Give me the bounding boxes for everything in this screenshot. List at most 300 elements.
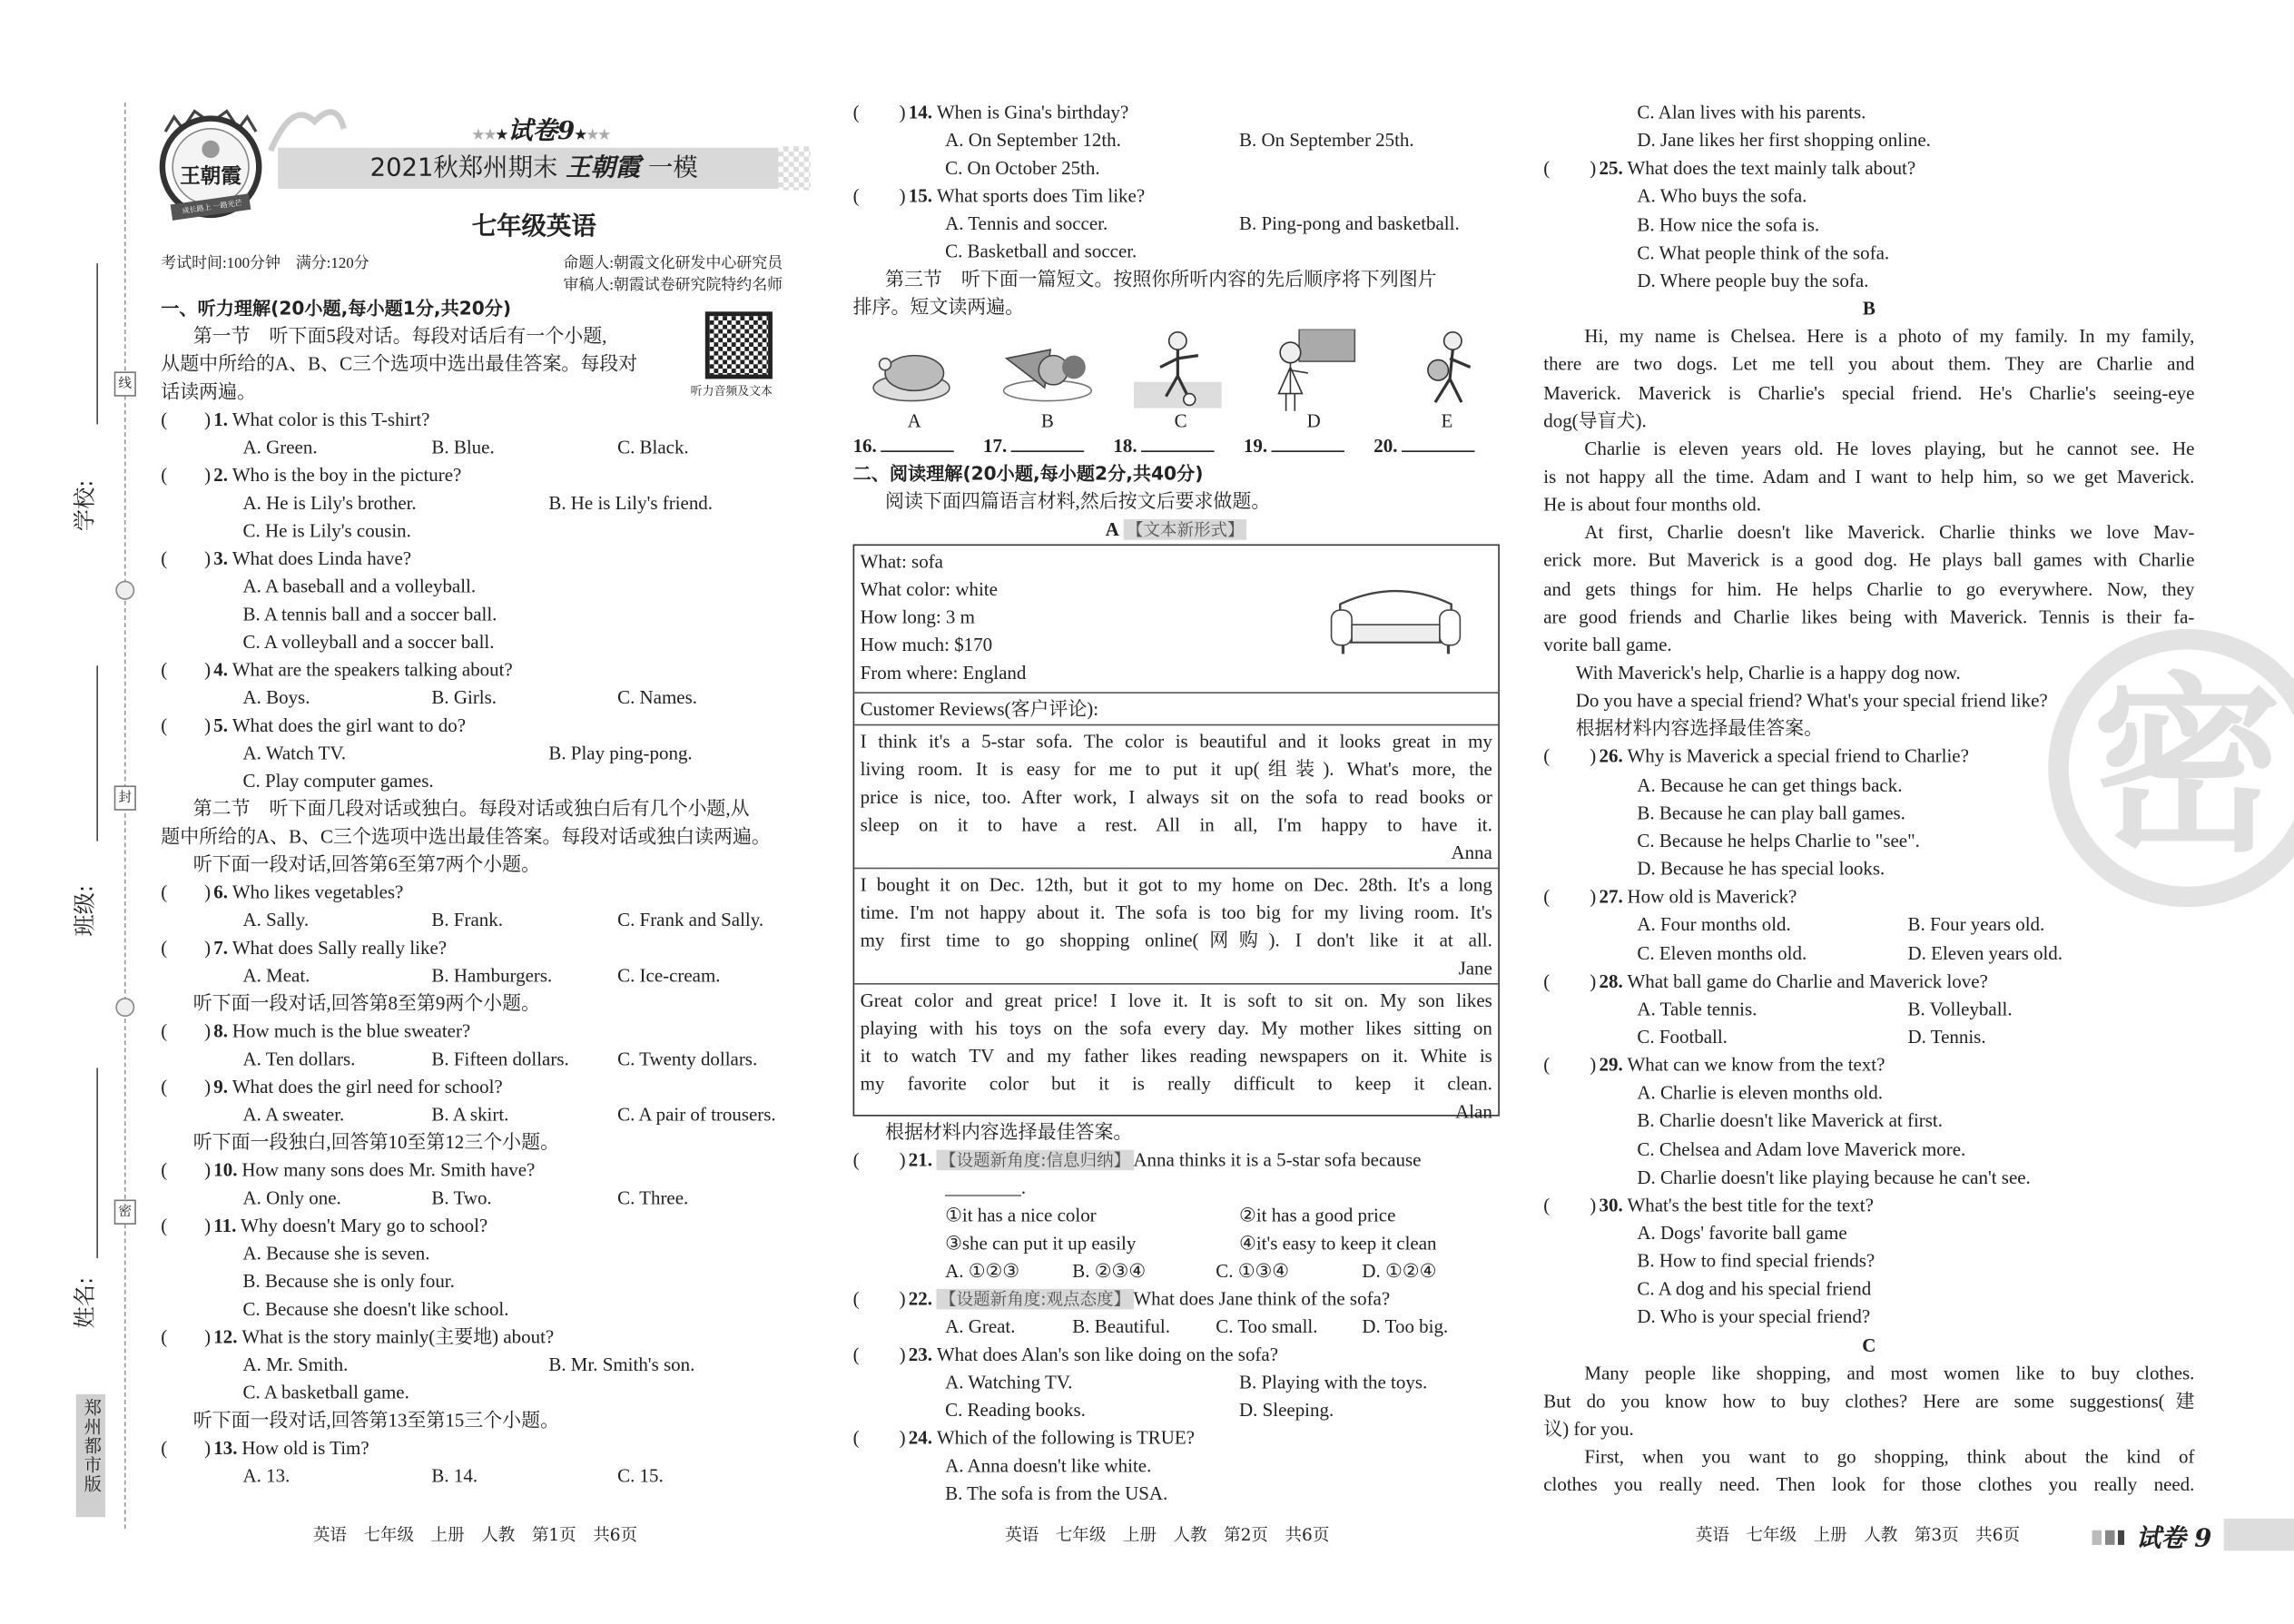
- option: A. A baseball and a volleyball.: [242, 575, 477, 597]
- options-row: [161, 600, 812, 628]
- question: [1543, 967, 2194, 995]
- option: B. Fifteen dollars.: [431, 1047, 569, 1070]
- question: [161, 1156, 812, 1184]
- option: A. Only one.: [242, 1186, 341, 1209]
- text-line: [1543, 434, 2194, 462]
- answer-paren: [161, 405, 213, 433]
- brand-logo: [153, 103, 268, 222]
- question-number: 23.: [908, 1343, 932, 1365]
- option: ④it's easy to keep it clean: [1239, 1231, 1437, 1255]
- picture-item: [1400, 330, 1502, 432]
- text: 题中所给的A、B、C三个选项中选出最佳答案。每段对话或独白读两遍。: [161, 824, 771, 848]
- picture-label: B: [1040, 409, 1054, 432]
- option: A. Green.: [242, 436, 318, 458]
- question-number: 15.: [908, 184, 932, 207]
- options-row: [161, 627, 812, 655]
- options-row: [1543, 210, 2194, 238]
- text-line: [853, 1117, 1500, 1146]
- text-line: [1543, 406, 2194, 434]
- text: dog(导盲犬).: [1543, 408, 1647, 431]
- option: A. Ten dollars.: [242, 1047, 356, 1070]
- options-row: [1543, 1303, 2194, 1331]
- option: B. On September 25th.: [1239, 128, 1414, 151]
- text-line: [1543, 462, 2194, 490]
- question-number: 30.: [1599, 1193, 1623, 1216]
- question-stem: What does the girl need for school?: [231, 1075, 503, 1097]
- question-stem: How much is the blue sweater?: [231, 1019, 471, 1042]
- question: [161, 1323, 812, 1351]
- passage-text: there are two dogs. Let me tell you about them. They are Charlie and: [1543, 352, 2195, 376]
- title-brand: 王朝霞: [566, 153, 641, 183]
- option: A. Tennis and soccer.: [945, 212, 1108, 234]
- text-line: [161, 294, 812, 322]
- question-number: 25.: [1599, 156, 1623, 180]
- question: [1543, 1191, 2194, 1219]
- options-row: [1543, 910, 2194, 939]
- question-tag: 【设题新角度:信息归纳】: [937, 1150, 1134, 1171]
- option: B. Blue.: [431, 436, 495, 458]
- option: D. Because he has special looks.: [1637, 857, 1885, 880]
- star-icon: ★★: [472, 128, 497, 143]
- option: C. On October 25th.: [945, 156, 1100, 179]
- options-row: [161, 1294, 812, 1323]
- passage-tag: 【文本新形式】: [1124, 519, 1247, 540]
- option: B. Charlie doesn't like Maverick at first.: [1637, 1109, 1943, 1132]
- option: A. Boys.: [242, 685, 310, 709]
- product-spec-line: What: sofa: [860, 549, 943, 573]
- options-row: [1543, 854, 2194, 882]
- option: B. Frank.: [431, 908, 503, 930]
- seal-mark-line: 线: [114, 371, 136, 396]
- picture-label: A: [907, 409, 921, 432]
- footer-series-label: 试卷 9: [2135, 1524, 2212, 1554]
- option: C. A basketball game.: [242, 1381, 409, 1403]
- question: [853, 1146, 1500, 1174]
- question-stem: What sports does Tim like?: [936, 184, 1146, 207]
- blank-number: 20.: [1373, 434, 1398, 457]
- text-line: [161, 822, 812, 851]
- option: A. ①②③: [945, 1259, 1020, 1282]
- question-stem: What are the speakers talking about?: [231, 658, 513, 681]
- option: B. Four years old.: [1907, 913, 2045, 936]
- option: A. 13.: [242, 1464, 290, 1487]
- option: C. Frank and Sally.: [617, 908, 764, 930]
- picture-item: [868, 330, 970, 432]
- option: A. Who buys the sofa.: [1637, 184, 1807, 207]
- option: D. Sleeping.: [1239, 1398, 1334, 1421]
- question: [853, 1340, 1500, 1368]
- options-row: [1543, 1107, 2194, 1135]
- option: C. Black.: [617, 436, 689, 458]
- picture-label: C: [1174, 409, 1187, 432]
- section-heading: 一、听力理解(20小题,每小题1分,共20分): [161, 297, 512, 320]
- option: B. A tennis ball and a soccer ball.: [242, 602, 497, 625]
- option: B. Beautiful.: [1072, 1314, 1170, 1338]
- fruit-plate-icon: [1000, 330, 1103, 411]
- footer-page-3: 英语 七年级 上册 人教 第3页 共6页: [1695, 1524, 2021, 1545]
- question-stem: What does Sally really like?: [231, 936, 448, 959]
- subject-title: 七年级英语: [471, 212, 596, 241]
- option: D. Charlie doesn't like playing because he can't see.: [1637, 1165, 2031, 1188]
- passage-text: clothes you really need. Then look for those clothes you really need.: [1543, 1473, 2195, 1496]
- text-line: [1543, 1331, 2194, 1359]
- options-row: [853, 153, 1500, 182]
- options-row: [853, 1256, 1500, 1284]
- option: B. Mr. Smith's son.: [548, 1353, 695, 1375]
- option: C. 15.: [617, 1464, 664, 1487]
- picture-row: [868, 330, 1497, 435]
- text: 从题中所给的A、B、C三个选项中选出最佳答案。每段对: [161, 352, 638, 375]
- divider: [854, 692, 1498, 694]
- answer-paren: [161, 878, 213, 906]
- options-row: [161, 572, 812, 600]
- option: D. Too big.: [1362, 1314, 1449, 1338]
- answer-paren: [1543, 967, 1599, 995]
- options-row: [161, 1184, 812, 1212]
- text-line: [1543, 1442, 2194, 1471]
- divider: [854, 724, 1498, 726]
- picture-label: D: [1306, 409, 1321, 432]
- answer-paren: [853, 1423, 909, 1452]
- text-line: [853, 515, 1500, 543]
- option: A. Great.: [945, 1314, 1016, 1338]
- passage-text: Many people like shopping, and most women like to buy clothes.: [1584, 1362, 2195, 1384]
- footer-page-1: 英语 七年级 上册 人教 第1页 共6页: [312, 1524, 638, 1545]
- text: 听下面一段对话,回答第13至第15三个小题。: [192, 1408, 560, 1432]
- picture-item: [1000, 330, 1103, 432]
- question: [853, 98, 1500, 126]
- text-line: [1543, 714, 2194, 743]
- edition-badge: [76, 1394, 105, 1517]
- school-line: [96, 263, 98, 424]
- answer-paren: [161, 1156, 213, 1184]
- question-number: 1.: [213, 408, 229, 430]
- question: [161, 1433, 812, 1462]
- answer-paren: [161, 1323, 213, 1351]
- text: 第二节 听下面几段对话或独白。每段对话或独白后有几个小题,从: [192, 797, 750, 820]
- option: A. Because she is seven.: [242, 1242, 430, 1265]
- question: [853, 1423, 1500, 1452]
- boy-playing-basketball-icon: [1400, 330, 1502, 411]
- logo-text: 王朝霞: [180, 166, 241, 189]
- option: A. Anna doesn't like white.: [945, 1453, 1152, 1477]
- question-stem: What's the best title for the text?: [1627, 1193, 1874, 1216]
- text: He is about four months old.: [1543, 493, 1762, 516]
- review-line: I bought it on Dec. 12th, but it got to my home on Dec. 28th. It's a long: [860, 873, 1492, 896]
- options-row: [161, 766, 812, 794]
- question-stem: What can we know from the text?: [1627, 1053, 1885, 1076]
- option: C. A dog and his special friend: [1637, 1277, 1872, 1300]
- text-line: [161, 378, 812, 406]
- option: A. Dogs' favorite ball game: [1637, 1221, 1847, 1244]
- option: A. Charlie is eleven months old.: [1637, 1081, 1883, 1104]
- text: 第三节 听下面一篇短文。按照你所听内容的先后顺序将下列图片: [885, 267, 1437, 290]
- options-row: [161, 684, 812, 712]
- question: [161, 1072, 812, 1100]
- option: D. ①②④: [1362, 1259, 1437, 1282]
- text-line: [1543, 658, 2194, 686]
- exam-title: [278, 148, 790, 189]
- passage-text: erick more. But Maverick is a good dog. He plays ball games with Charlie: [1543, 548, 2195, 572]
- options-row: [853, 1174, 1500, 1202]
- option: A. Watching TV.: [945, 1371, 1073, 1393]
- question-number: 10.: [213, 1158, 238, 1181]
- option: ________.: [945, 1176, 1027, 1198]
- question-stem: What is the story mainly(主要地) about?: [241, 1325, 555, 1348]
- options-row: [161, 1045, 812, 1073]
- question-number: 21.: [908, 1148, 932, 1171]
- question-stem: When is Gina's birthday?: [936, 101, 1129, 123]
- option: C. He is Lily's cousin.: [242, 519, 411, 542]
- question-number: 22.: [908, 1287, 932, 1310]
- answer-paren: [161, 1072, 213, 1100]
- watermark-text: 密: [2092, 655, 2283, 878]
- text-line: [1543, 490, 2194, 518]
- option: A. Meat.: [242, 964, 310, 987]
- option: ①it has a nice color: [945, 1204, 1097, 1226]
- option: A. He is Lily's brother.: [242, 491, 417, 514]
- text-line: [161, 1128, 812, 1156]
- question-stem: What ball game do Charlie and Maverick love?: [1627, 969, 1988, 992]
- question: [1543, 1050, 2194, 1078]
- text: 听下面一段对话,回答第8至第9两个小题。: [192, 991, 541, 1014]
- text-line: [1543, 1359, 2194, 1387]
- blank-number: 17.: [983, 434, 1008, 457]
- passage-text: Hi, my name is Chelsea. Here is a photo of my family. In my family,: [1584, 325, 2195, 348]
- text-line: [161, 322, 812, 350]
- option: C. Names.: [617, 685, 697, 709]
- options-row: [1543, 995, 2194, 1023]
- text-line: [853, 487, 1500, 516]
- options-row: [161, 906, 812, 934]
- blank-number: 19.: [1243, 434, 1268, 457]
- text-line: [1543, 575, 2194, 603]
- qr-caption: 听力音频及文本: [690, 384, 773, 399]
- question: [161, 545, 812, 573]
- question: [161, 655, 812, 684]
- series-label: 试卷9: [507, 116, 576, 147]
- question-stem: What does Alan's son like doing on the sofa?: [936, 1343, 1279, 1365]
- footer-squares-icon: [2092, 1530, 2124, 1545]
- passage-a-box: [853, 545, 1500, 1123]
- question: [1543, 154, 2194, 182]
- option: B. He is Lily's friend.: [548, 491, 714, 514]
- answer-blank: [1244, 431, 1345, 459]
- option: C. Football.: [1637, 1025, 1728, 1048]
- options-row: [853, 126, 1500, 154]
- question: [161, 711, 812, 739]
- question: [161, 1017, 812, 1045]
- answer-paren: [853, 1340, 909, 1368]
- options-row: [1543, 238, 2194, 266]
- answer-paren: [161, 933, 213, 961]
- answer-paren: [161, 1433, 213, 1462]
- question-number: 27.: [1599, 885, 1623, 908]
- question-stem: Why doesn't Mary go to school?: [241, 1214, 488, 1236]
- text: 听下面一段独白,回答第10至第12三个小题。: [192, 1130, 560, 1153]
- options-row: [1543, 1163, 2194, 1191]
- blank-line: [881, 431, 955, 452]
- option: ③she can put it up easily: [945, 1231, 1137, 1255]
- option: B. Volleyball.: [1907, 997, 2013, 1019]
- text-line: [161, 850, 812, 878]
- option: C. Chelsea and Adam love Maverick more.: [1637, 1137, 1966, 1160]
- answer-paren: [853, 1146, 909, 1174]
- question-number: 13.: [213, 1436, 238, 1459]
- logo-banner: 成长路上 一路光芒: [182, 201, 243, 217]
- option: C. Three.: [617, 1186, 689, 1209]
- divider: [854, 983, 1498, 985]
- option: A. Because he can get things back.: [1637, 773, 1903, 796]
- answer-paren: [161, 1211, 213, 1239]
- question-number: 9.: [213, 1075, 229, 1097]
- blank-number: 18.: [1113, 434, 1137, 457]
- option: C. Basketball and soccer.: [945, 240, 1137, 262]
- title-suffix: 一模: [647, 153, 698, 183]
- answer-paren: [1543, 154, 1599, 182]
- text-line: [1543, 1387, 2194, 1415]
- text-line: [161, 1406, 812, 1434]
- passage-letter: A: [1105, 517, 1119, 540]
- text-line: [161, 989, 812, 1017]
- text: 根据材料内容选择最佳答案。: [1575, 717, 1824, 740]
- option: A. Watch TV.: [242, 742, 347, 764]
- text-line: [1543, 322, 2194, 350]
- class-label: 班级:: [72, 884, 99, 937]
- options-row: [853, 1313, 1500, 1341]
- question-number: 2.: [213, 463, 229, 487]
- option: A. On September 12th.: [945, 128, 1121, 151]
- question: [161, 461, 812, 489]
- star-icon: ★: [496, 128, 508, 143]
- answer-blank: [1113, 431, 1215, 459]
- passage-text: First, when you want to go shopping, think about the kind of: [1584, 1445, 2195, 1468]
- options-row: [853, 1452, 1500, 1480]
- text-line: [1543, 1471, 2194, 1499]
- option: C. A pair of trousers.: [617, 1103, 776, 1126]
- option: A. A sweater.: [242, 1103, 345, 1126]
- option: C. Twenty dollars.: [617, 1047, 758, 1070]
- review-line: my first time to go shopping online(网购). I don't like it at all.: [860, 929, 1492, 951]
- option: D. Who is your special friend?: [1637, 1305, 1871, 1328]
- question-number: 6.: [213, 881, 229, 903]
- answer-paren: [1543, 1050, 1599, 1078]
- sofa-icon: [1325, 578, 1466, 666]
- review-line: my favorite color but it is really difficult to keep it clean.: [860, 1072, 1492, 1095]
- option: B. How to find special friends?: [1637, 1249, 1876, 1272]
- passage-letter: C: [1862, 1334, 1876, 1356]
- text: 话读两遍。: [161, 380, 257, 403]
- question: [853, 1284, 1500, 1313]
- binding-hole-icon: [115, 998, 134, 1017]
- question-number: 12.: [213, 1325, 238, 1348]
- options-row: [161, 1239, 812, 1267]
- footer-page-2: 英语 七年级 上册 人教 第2页 共6页: [1005, 1524, 1330, 1545]
- options-row: [1543, 98, 2194, 126]
- passage-text: Maverick. Maverick is Charlie's special friend. He's Charlie's seeing-eye: [1543, 380, 2195, 403]
- answer-blanks-row: [853, 431, 1497, 459]
- options-row: [853, 1368, 1500, 1396]
- question-number: 28.: [1599, 969, 1623, 992]
- options-row: [161, 1267, 812, 1295]
- answer-paren: [161, 1017, 213, 1045]
- answer-paren: [1543, 1191, 1599, 1219]
- option: B. Hamburgers.: [431, 964, 553, 987]
- review-line: living room. It is easy for me to put it up(组装). What's more, the: [860, 757, 1492, 780]
- question-stem: What does the girl want to do?: [231, 714, 467, 736]
- review-line: sleep on it to have a rest. All in all, I'm happy to have it.: [860, 813, 1492, 836]
- option: B. Two.: [431, 1186, 492, 1209]
- reviewer-name: Anna: [1451, 841, 1492, 863]
- text: 排序。短文读两遍。: [852, 295, 1025, 318]
- options-row: [853, 1201, 1500, 1229]
- passage-text: is not happy all the time. Adam and I want to help him, so we get Maverick.: [1543, 465, 2195, 487]
- options-row: [161, 1462, 812, 1490]
- option: C. Because she doesn't like school.: [242, 1297, 509, 1320]
- options-row: [853, 1479, 1500, 1507]
- text-line: [1543, 1415, 2194, 1443]
- option: D. Tennis.: [1907, 1025, 1986, 1048]
- question: [1543, 743, 2194, 771]
- product-spec-line: How much: $170: [860, 633, 993, 656]
- review-line: I think it's a 5-star sofa. The color is beautiful and it looks great in my: [860, 730, 1492, 753]
- review-line: playing with his toys on the sofa every day. My mother likes sitting on: [860, 1017, 1492, 1039]
- reviewer-name: Alan: [1455, 1099, 1492, 1123]
- roast-chicken-icon: [868, 330, 970, 411]
- blank-number: 16.: [852, 434, 877, 457]
- question-number: 7.: [213, 936, 229, 959]
- question-stem: Who likes vegetables?: [231, 881, 404, 903]
- option: A. Mr. Smith.: [242, 1353, 349, 1375]
- question: [161, 933, 812, 961]
- question-stem: How old is Maverick?: [1627, 885, 1797, 908]
- text-line: [161, 349, 812, 378]
- options-row: [1543, 771, 2194, 799]
- options-row: [161, 1378, 812, 1406]
- question: [161, 878, 812, 906]
- options-row: [161, 488, 812, 517]
- option: B. Because she is only four.: [242, 1269, 455, 1293]
- question-stem: Who is the boy in the picture?: [231, 463, 462, 487]
- option: C. ①③④: [1216, 1259, 1290, 1282]
- options-row: [161, 1100, 812, 1128]
- option: C. Alan lives with his parents.: [1637, 101, 1866, 123]
- answer-paren: [853, 182, 909, 210]
- answer-blank: [983, 431, 1085, 459]
- section-heading: 二、阅读理解(20小题,每小题2分,共40分): [852, 462, 1204, 485]
- options-row: [1543, 1078, 2194, 1107]
- question-stem: How old is Tim?: [241, 1436, 369, 1459]
- option: B. Playing with the toys.: [1239, 1371, 1428, 1393]
- review-line: price is nice, too. After work, I always sit on the sofa to read books or: [860, 785, 1492, 808]
- binding-dashed-line: [124, 103, 126, 1529]
- text: With Maverick's help, Charlie is a happy dog now.: [1575, 661, 1961, 684]
- binding-hole-icon: [115, 581, 134, 600]
- boy-playing-soccer-icon: [1134, 330, 1236, 411]
- options-row: [1543, 126, 2194, 154]
- option: C. A volleyball and a soccer ball.: [242, 630, 495, 653]
- options-row: [161, 961, 812, 989]
- text: Do you have a special friend? What's your special friend like?: [1575, 689, 2048, 712]
- product-spec-line: What color: white: [860, 577, 998, 600]
- option: C. Because he helps Charlie to "see".: [1637, 829, 1920, 851]
- options-row: [853, 1229, 1500, 1257]
- question-stem: What does Linda have?: [231, 546, 412, 569]
- passage-text: are good friends and Charlie likes being with Maverick. Tennis is their fa-: [1543, 605, 2195, 627]
- question: [161, 1211, 812, 1239]
- text-line: [1543, 546, 2194, 575]
- question-number: 11.: [213, 1214, 237, 1236]
